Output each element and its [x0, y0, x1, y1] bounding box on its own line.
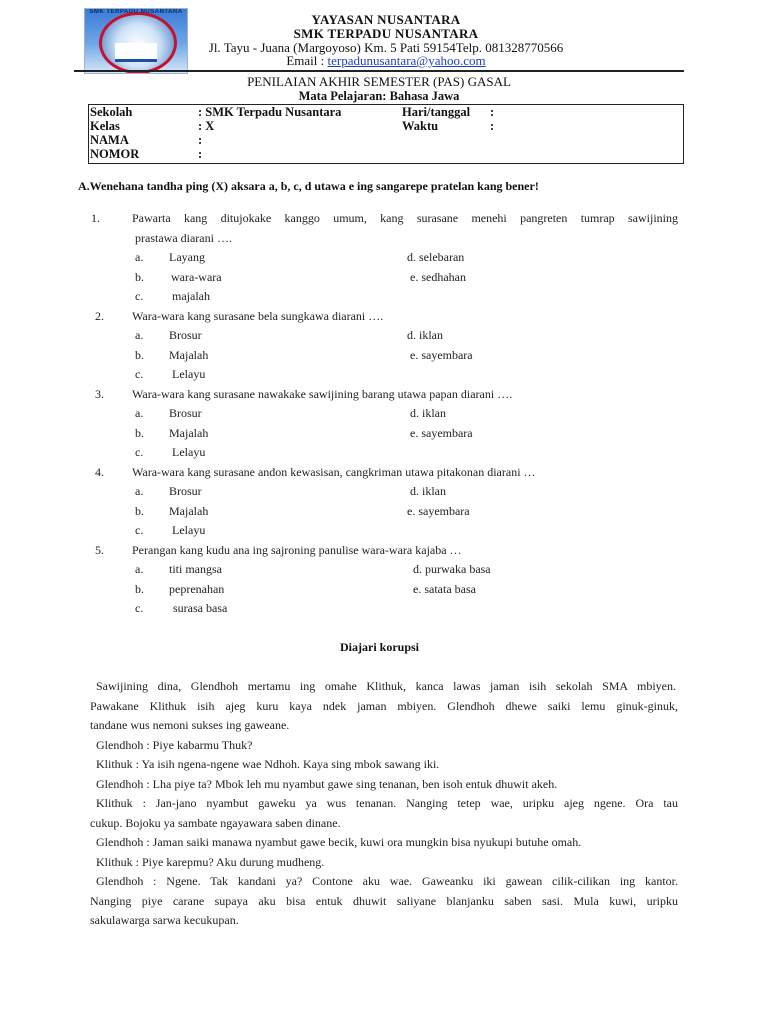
option-letter: a. [135, 406, 144, 420]
option-b: wara-wara [171, 270, 222, 284]
nama-label: NAMA [90, 133, 129, 147]
option-letter: b. [135, 270, 144, 284]
nomor-label: NOMOR [90, 147, 140, 161]
option-c: Lelayu [172, 445, 206, 459]
nomor-value: : [198, 147, 203, 161]
option-d: d. purwaka basa [413, 562, 491, 576]
option-b: Majalah [169, 504, 209, 518]
question-text: Pawarta kang ditujokake kanggo umum, kang surasane menehi pangreten tumrap sawijining [132, 211, 678, 225]
hari-value: : [490, 105, 495, 119]
option-a: Brosur [169, 484, 202, 498]
option-letter: b. [135, 348, 144, 362]
option-c: Lelayu [172, 523, 206, 537]
option-b: Majalah [169, 426, 209, 440]
section-instruction: A.Wenehana tandha ping (X) aksara a, b, c, d utawa e ing sangarepe pratelan kang bener! [78, 179, 539, 193]
question-text: Wara-wara kang surasane bela sungkawa diarani …. [132, 309, 384, 323]
school-email [186, 54, 586, 68]
option-e: e. satata basa [413, 582, 476, 596]
question-number: 2. [95, 309, 104, 323]
email-link[interactable]: terpadunusantara@yahoo.com [327, 53, 486, 68]
question-text: Perangan kang kudu ana ing sajroning panulise wara-wara kajaba … [132, 543, 462, 557]
option-letter: a. [135, 328, 144, 342]
option-d: d. iklan [410, 484, 446, 498]
dialogue-line: Klithuk : Jan-jano nyambut gaweku ya wus tenanan. Nanging tetep wae, uripku ajeg ngene. Ora tau [96, 796, 678, 810]
story-title: Diajari korupsi [340, 640, 420, 654]
option-d: d. selebaran [407, 250, 465, 264]
option-letter: b. [135, 582, 144, 596]
question-number: 1. [91, 211, 100, 225]
option-letter: c. [135, 289, 144, 303]
exam-title: PENILAIAN AKHIR SEMESTER (PAS) GASAL [247, 74, 511, 89]
email-label: Email : [286, 53, 328, 68]
sekolah-label: Sekolah [90, 105, 133, 119]
option-e: e. sayembara [410, 348, 473, 362]
question-text: Wara-wara kang surasane nawakake sawijining barang utawa papan diarani …. [132, 387, 513, 401]
dialogue-line: Klithuk : Piye karepmu? Aku durung mudheng. [96, 855, 325, 869]
option-e: e. sedhahan [410, 270, 466, 284]
book-icon [115, 43, 157, 62]
school-name: SMK TERPADU NUSANTARA [293, 26, 479, 41]
school-address: Jl. Tayu - Juana (Margoyoso) Km. 5 Pati 59154Telp. 081328770566 [208, 40, 564, 55]
option-a: Brosur [169, 406, 202, 420]
dialogue-line: Klithuk : Ya isih ngena-ngene wae Ndhoh. Kaya sing mbok sawang iki. [96, 757, 440, 771]
story-paragraph-line: Pawakane Klithuk isih ajeg kuru kaya ndek jaman mbiyen. Glendhoh dhewe saiki lemu ginuk-ginuk, [90, 699, 678, 713]
dialogue-line: Glendhoh : Piye kabarmu Thuk? [96, 738, 253, 752]
option-a: Brosur [169, 328, 202, 342]
option-e: e. sayembara [407, 504, 470, 518]
dialogue-line-cont: cukup. Bojoku ya sambate ngayawara saben dinane. [90, 816, 341, 830]
dialogue-line: Glendhoh : Ngene. Tak kandani ya? Contone aku wae. Gaweanku iki gawean cilik-cilikan ing kantor. [96, 874, 678, 888]
option-d: d. iklan [410, 406, 446, 420]
kelas-value: : X [198, 119, 215, 133]
question-number: 4. [95, 465, 104, 479]
question-text: Wara-wara kang surasane andon kewasisan, cangkriman utawa pitakonan diarani … [132, 465, 536, 479]
nama-value: : [198, 133, 203, 147]
option-b: peprenahan [169, 582, 225, 596]
header-divider [74, 70, 684, 72]
dialogue-line-cont: Nanging piye carane supaya aku bisa entuk dhuwit saliyane blanjanku saben sasi. Mula kuwi, uripku [90, 894, 678, 908]
dialogue-line: Glendhoh : Jaman saiki manawa nyambut gawe becik, kuwi ora mungkin bisa nyukupi butuhe omah. [96, 835, 582, 849]
option-a: titi mangsa [169, 562, 222, 576]
question-number: 5. [95, 543, 104, 557]
option-a: Layang [169, 250, 205, 264]
option-e: e. sayembara [410, 426, 473, 440]
option-c: Lelayu [172, 367, 206, 381]
option-c: surasa basa [173, 601, 228, 615]
hari-label: Hari/tanggal [402, 105, 471, 119]
option-letter: a. [135, 484, 144, 498]
option-letter: c. [135, 367, 144, 381]
option-letter: c. [135, 445, 144, 459]
student-info-box [88, 104, 684, 164]
logo-text: SMK TERPADU NUSANTARA [89, 9, 183, 15]
sekolah-value: : SMK Terpadu Nusantara [198, 105, 342, 119]
story-paragraph-line: Sawijining dina, Glendhoh mertamu ing omahe Klithuk, kanca lawas jaman isih sekolah SMA mbiyen. [96, 679, 676, 693]
question-number: 3. [95, 387, 104, 401]
school-logo [84, 8, 188, 74]
foundation-name: YAYASAN NUSANTARA [311, 12, 461, 27]
dialogue-line: Glendhoh : Lha piye ta? Mbok leh mu nyambut gawe sing tenanan, ben isoh entuk dhuwit akeh. [96, 777, 558, 791]
option-letter: c. [135, 523, 144, 537]
waktu-label: Waktu [402, 119, 439, 133]
option-c: majalah [172, 289, 210, 303]
option-letter: a. [135, 250, 144, 264]
waktu-value: : [490, 119, 495, 133]
option-letter: b. [135, 504, 144, 518]
kelas-label: Kelas [90, 119, 120, 133]
option-letter: c. [135, 601, 144, 615]
question-text-cont: prastawa diarani …. [135, 231, 232, 245]
option-b: Majalah [169, 348, 209, 362]
option-d: d. iklan [407, 328, 443, 342]
option-letter: a. [135, 562, 144, 576]
dialogue-line-cont: sakulawarga sarwa kecukupan. [90, 913, 239, 927]
story-paragraph-line: tandane wus nemoni sukses ing gaweane. [90, 718, 290, 732]
option-letter: b. [135, 426, 144, 440]
exam-subject: Mata Pelajaran: Bahasa Jawa [298, 89, 460, 103]
